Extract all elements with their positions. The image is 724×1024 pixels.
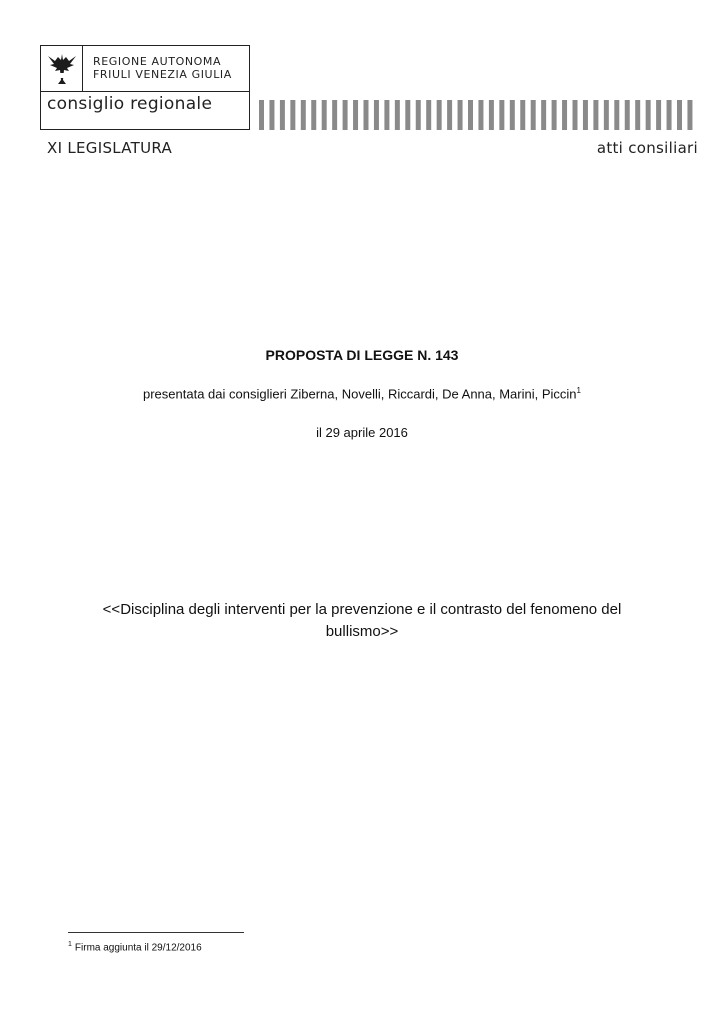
decorative-bar — [531, 100, 536, 130]
council-name: consiglio regionale — [47, 94, 213, 114]
decorative-bar — [625, 100, 630, 130]
decorative-bar — [541, 100, 546, 130]
decorative-bar — [656, 100, 661, 130]
decorative-bar — [322, 100, 327, 130]
decorative-bar — [364, 100, 369, 130]
presenters-line — [0, 386, 724, 401]
decorative-bar — [437, 100, 442, 130]
decorative-bar — [573, 100, 578, 130]
decorative-bar — [458, 100, 463, 130]
footnote — [68, 941, 202, 953]
decorative-bar — [311, 100, 316, 130]
decorative-bar — [510, 100, 515, 130]
institution-header — [40, 45, 250, 130]
legislatura-label: XI LEGISLATURA — [47, 139, 173, 157]
decorative-bar — [259, 100, 264, 130]
atti-consiliari-label: atti consiliari — [596, 139, 698, 157]
presentation-date: il 29 aprile 2016 — [316, 425, 408, 440]
decorative-bar — [384, 100, 389, 130]
decorative-bar — [593, 100, 598, 130]
eagle-emblem-icon — [45, 50, 79, 87]
decorative-bar — [269, 100, 274, 130]
decorative-bars — [259, 100, 697, 130]
decorative-bar — [405, 100, 410, 130]
law-subject: <<Disciplina degli interventi per la prevenzione e il contrasto del fenomeno del bullismo>> — [102, 601, 622, 640]
decorative-bar — [353, 100, 358, 130]
decorative-bar — [447, 100, 452, 130]
decorative-bar — [290, 100, 295, 130]
decorative-bar — [280, 100, 285, 130]
footnote-divider — [68, 932, 244, 933]
decorative-bar — [562, 100, 567, 130]
decorative-bar — [614, 100, 619, 130]
decorative-bar — [395, 100, 400, 130]
logo — [41, 46, 83, 91]
decorative-bar — [332, 100, 337, 130]
decorative-bar — [468, 100, 473, 130]
document-title: PROPOSTA DI LEGGE N. 143 — [265, 347, 459, 363]
decorative-bar — [499, 100, 504, 130]
decorative-bar — [646, 100, 651, 130]
region-name — [93, 55, 232, 81]
region-line-2: FRIULI VENEZIA GIULIA — [93, 68, 232, 81]
decorative-bar — [604, 100, 609, 130]
footnote-marker: 1 — [68, 941, 72, 948]
decorative-bar — [552, 100, 557, 130]
decorative-bar — [416, 100, 421, 130]
decorative-bar — [343, 100, 348, 130]
decorative-bar — [301, 100, 306, 130]
decorative-bar — [667, 100, 672, 130]
region-row — [41, 46, 250, 92]
footnote-ref: 1 — [576, 386, 581, 395]
decorative-bar — [687, 100, 692, 130]
decorative-bar — [478, 100, 483, 130]
presenters-text: presentata dai consiglieri Ziberna, Novelli, Riccardi, De Anna, Marini, Piccin — [143, 386, 577, 402]
decorative-bar — [635, 100, 640, 130]
footnote-text: Firma aggiunta il 29/12/2016 — [74, 942, 202, 954]
decorative-bar — [583, 100, 588, 130]
decorative-bar — [374, 100, 379, 130]
decorative-bar — [520, 100, 525, 130]
decorative-bar — [677, 100, 682, 130]
region-line-1: REGIONE AUTONOMA — [93, 55, 222, 68]
decorative-bar — [426, 100, 431, 130]
decorative-bar — [489, 100, 494, 130]
